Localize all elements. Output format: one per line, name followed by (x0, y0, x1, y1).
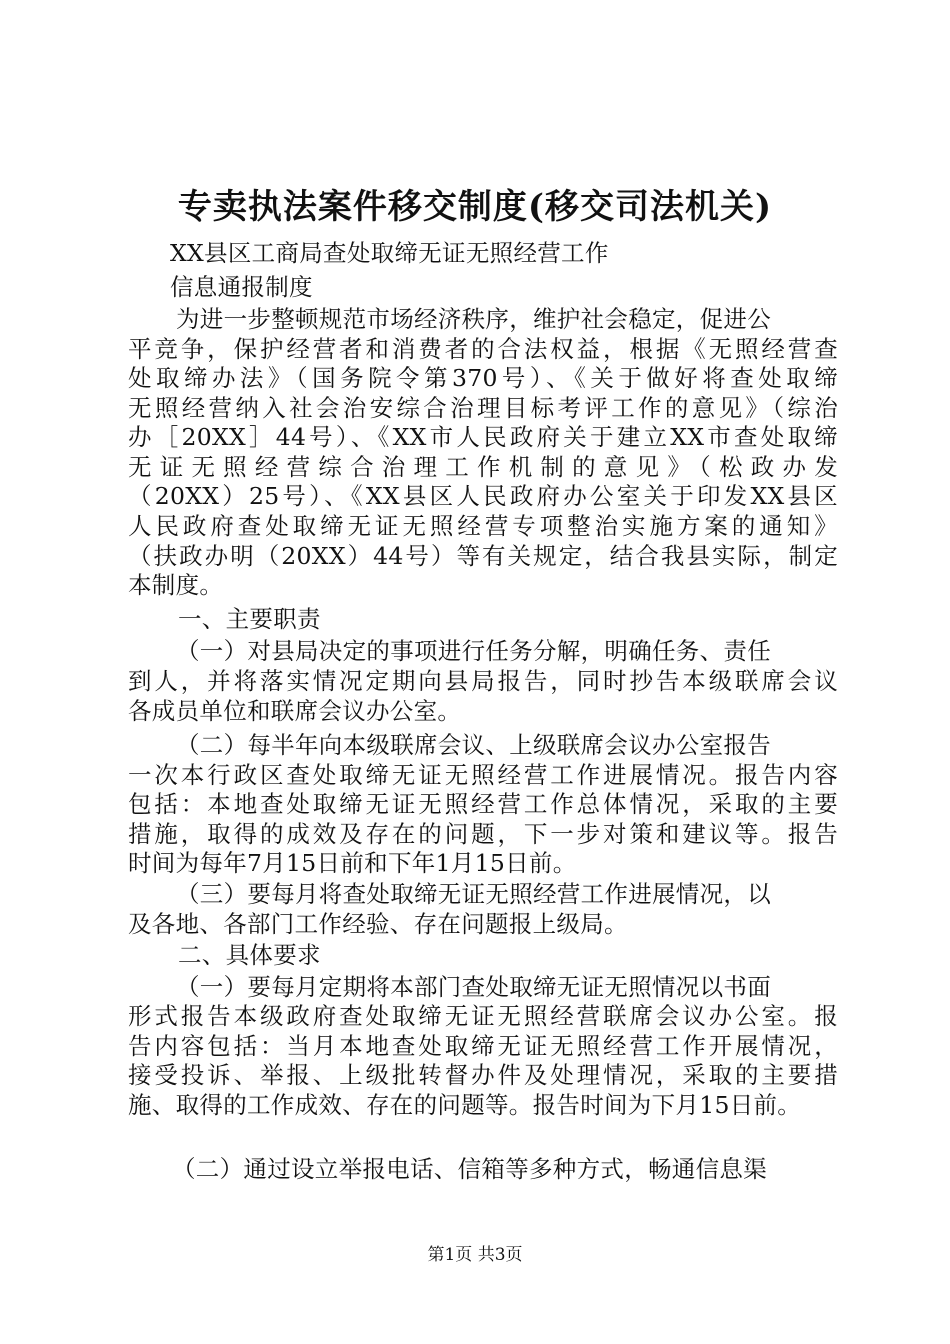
paragraph-line: 无照经营纳入社会治安综合治理目标考评工作的意见》（综治 (128, 394, 838, 422)
paragraph-line: 告内容包括：当月本地查处取缔无证无照经营工作开展情况， (128, 1032, 838, 1060)
section-heading: 一、主要职责 (178, 605, 321, 633)
paragraph-line: 平竞争，保护经营者和消费者的合法权益，根据《无照经营查 (128, 335, 838, 363)
subtitle-line-2: 信息通报制度 (170, 273, 313, 301)
paragraph-line: 到人，并将落实情况定期向县局报告，同时抄告本级联席会议 (128, 667, 838, 695)
paragraph-line: （二）通过设立举报电话、信箱等多种方式，畅通信息渠 (172, 1155, 767, 1183)
paragraph-line: 施、取得的工作成效、存在的问题等。报告时间为下月15日前。 (128, 1091, 802, 1119)
paragraph-line: （扶政办明（20XX）44号）等有关规定，结合我县实际，制定 (128, 542, 838, 570)
page-number: 第1页 共3页 (427, 1245, 523, 1265)
paragraph-line: 时间为每年7月15日前和下年1月15日前。 (128, 849, 577, 877)
paragraph-line: 形式报告本级政府查处取缔无证无照经营联席会议办公室。报 (128, 1002, 838, 1030)
section-heading: 二、具体要求 (178, 941, 321, 969)
paragraph-line: 及各地、各部门工作经验、存在问题报上级局。 (128, 910, 628, 938)
paragraph-line: 为进一步整顿规范市场经济秩序，维护社会稳定，促进公 (176, 305, 771, 333)
paragraph-line: 一次本行政区查处取缔无证无照经营工作进展情况。报告内容 (128, 761, 838, 789)
paragraph-line: 处取缔办法》（国务院令第370号）、《关于做好将查处取缔 (128, 364, 838, 392)
paragraph-line: （20XX）25号）、《XX县区人民政府办公室关于印发XX县区 (128, 482, 838, 510)
paragraph-line: 措施，取得的成效及存在的问题，下一步对策和建议等。报告 (128, 820, 838, 848)
subtitle-line-1: XX县区工商局查处取缔无证无照经营工作 (170, 239, 609, 267)
paragraph-line: 本制度。 (128, 571, 224, 599)
paragraph-line: （一）要每月定期将本部门查处取缔无证无照情况以书面 (176, 973, 771, 1001)
paragraph-line: （三）要每月将查处取缔无证无照经营工作进展情况，以 (176, 880, 771, 908)
paragraph-line: 办［20XX］44号）、《XX市人民政府关于建立XX市查处取缔 (128, 423, 838, 451)
paragraph-line: 包括：本地查处取缔无证无照经营工作总体情况，采取的主要 (128, 790, 838, 818)
paragraph-line: （一）对县局决定的事项进行任务分解，明确任务、责任 (176, 637, 771, 665)
document-title: 专卖执法案件移交制度(移交司法机关) (177, 187, 773, 227)
paragraph-line: 接受投诉、举报、上级批转督办件及处理情况，采取的主要措 (128, 1061, 838, 1089)
paragraph-line: 无证无照经营综合治理工作机制的意见》（松政办发 (128, 453, 838, 481)
paragraph-line: 各成员单位和联席会议办公室。 (128, 697, 462, 725)
paragraph-line: 人民政府查处取缔无证无照经营专项整治实施方案的通知》 (128, 512, 838, 540)
paragraph-line: （二）每半年向本级联席会议、上级联席会议办公室报告 (176, 731, 771, 759)
